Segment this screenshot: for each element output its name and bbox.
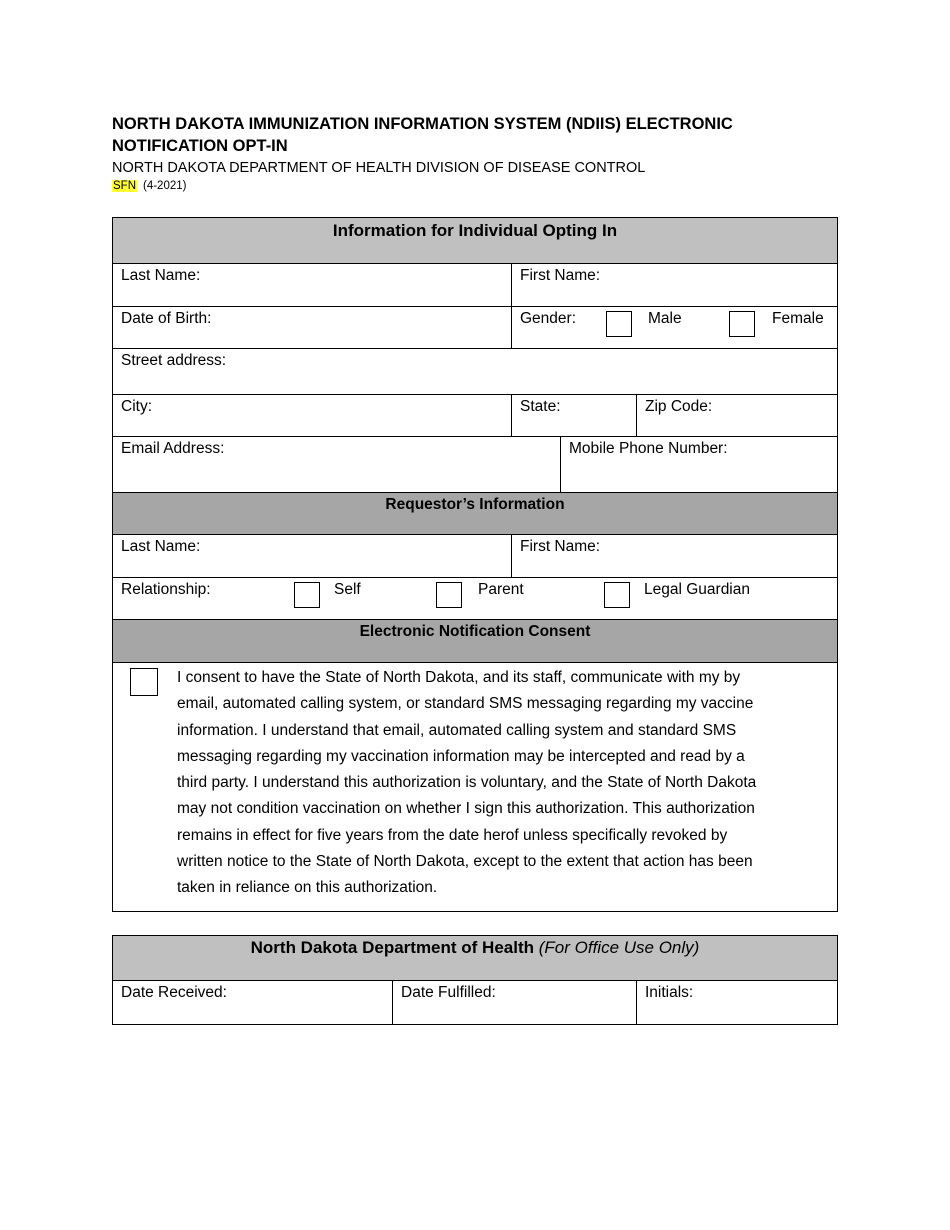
form-number — [112, 178, 812, 194]
female-label: Female — [772, 310, 824, 327]
initials-label: Initials: — [645, 984, 694, 1001]
individual-first-name-label: First Name: — [520, 267, 601, 284]
date-of-birth-field[interactable] — [113, 307, 511, 348]
consent-line: information. I understand that email, automated calling system and standard SMS — [177, 721, 737, 739]
requestor-first-name-field[interactable] — [511, 535, 837, 577]
consent-line: written notice to the State of North Dakota, except to the extent that action has been — [177, 853, 753, 871]
opt-in-form — [112, 217, 838, 912]
consent-line: messaging regarding my vaccination information may be intercepted and read by a — [177, 747, 745, 765]
consent-line: remains in effect for five years from the date herof unless specifically revoked by — [177, 826, 728, 844]
zip-code-field[interactable] — [636, 395, 837, 436]
relationship-field — [113, 578, 837, 619]
city-state-zip-row — [113, 394, 837, 436]
legal-guardian-checkbox[interactable] — [604, 582, 630, 608]
form-title-line-2: NOTIFICATION OPT-IN — [112, 137, 288, 155]
office-use-form — [112, 935, 838, 1025]
street-address-field[interactable] — [113, 349, 837, 394]
individual-heading-text: Information for Individual Opting In — [332, 221, 618, 240]
office-heading-italic: (For Office Use Only) — [538, 938, 700, 957]
form-title-line-1: NORTH DAKOTA IMMUNIZATION INFORMATION SYSTEM (NDIIS) ELECTRONIC — [112, 115, 733, 133]
consent-heading-text: Electronic Notification Consent — [359, 623, 591, 640]
city-field[interactable] — [113, 395, 511, 436]
street-address-label: Street address: — [121, 352, 227, 369]
email-address-label: Email Address: — [121, 440, 225, 457]
male-label: Male — [648, 310, 682, 327]
relationship-label: Relationship: — [121, 581, 211, 598]
initials-field[interactable] — [636, 981, 837, 1024]
requestor-section-heading — [113, 492, 837, 534]
date-received-label: Date Received: — [121, 984, 227, 1001]
consent-line: email, automated calling system, or standard SMS messaging regarding my vaccine — [177, 695, 754, 713]
dob-gender-row — [113, 306, 837, 348]
parent-checkbox[interactable] — [436, 582, 462, 608]
individual-last-name-field[interactable] — [113, 264, 511, 306]
date-fulfilled-label: Date Fulfilled: — [401, 984, 496, 1001]
consent-line: third party. I understand this authorization is voluntary, and the State of North Dakota — [177, 774, 757, 792]
office-heading-bold: North Dakota Department of Health — [250, 938, 535, 957]
street-row — [113, 348, 837, 394]
date-fulfilled-field[interactable] — [392, 981, 636, 1024]
city-label: City: — [121, 398, 152, 415]
female-checkbox[interactable] — [729, 311, 755, 337]
state-field[interactable] — [511, 395, 636, 436]
requestor-name-row — [113, 534, 837, 577]
requestor-last-name-label: Last Name: — [121, 538, 201, 555]
relationship-row — [113, 577, 837, 619]
form-code: SFN — [113, 180, 136, 192]
male-checkbox[interactable] — [606, 311, 632, 337]
form-header — [112, 113, 812, 194]
zip-code-label: Zip Code: — [645, 398, 713, 415]
consent-line: I consent to have the State of North Dakota, and its staff, communicate with my by — [177, 669, 741, 686]
date-of-birth-label: Date of Birth: — [121, 310, 212, 327]
mobile-phone-label: Mobile Phone Number: — [569, 440, 728, 457]
consent-section-heading — [113, 619, 837, 662]
parent-label: Parent — [478, 581, 524, 598]
consent-checkbox[interactable] — [130, 668, 158, 696]
individual-name-row — [113, 263, 837, 306]
individual-section-heading — [113, 218, 837, 263]
requestor-heading-text: Requestor’s Information — [385, 496, 565, 513]
individual-first-name-field[interactable] — [511, 264, 837, 306]
gender-label: Gender: — [520, 310, 577, 327]
consent-statement — [177, 665, 827, 902]
office-fields-row — [113, 980, 837, 1024]
legal-guardian-label: Legal Guardian — [644, 581, 750, 598]
consent-line: may not condition vaccination on whether I sign this authorization. This authorization — [177, 800, 755, 818]
consent-line: taken in reliance on this authorization. — [177, 879, 438, 897]
contact-row — [113, 436, 837, 492]
mobile-phone-field[interactable] — [560, 437, 837, 492]
gender-field — [511, 307, 837, 348]
individual-last-name-label: Last Name: — [121, 267, 201, 284]
department-name: NORTH DAKOTA DEPARTMENT OF HEALTH DIVISION OF DISEASE CONTROL — [112, 160, 646, 176]
office-section-heading — [113, 936, 837, 980]
self-label: Self — [334, 581, 361, 598]
form-date: (4-2021) — [143, 180, 187, 192]
self-checkbox[interactable] — [294, 582, 320, 608]
state-label: State: — [520, 398, 561, 415]
date-received-field[interactable] — [113, 981, 392, 1024]
consent-body — [113, 662, 837, 911]
email-address-field[interactable] — [113, 437, 560, 492]
requestor-first-name-label: First Name: — [520, 538, 601, 555]
requestor-last-name-field[interactable] — [113, 535, 511, 577]
office-heading — [113, 936, 837, 958]
